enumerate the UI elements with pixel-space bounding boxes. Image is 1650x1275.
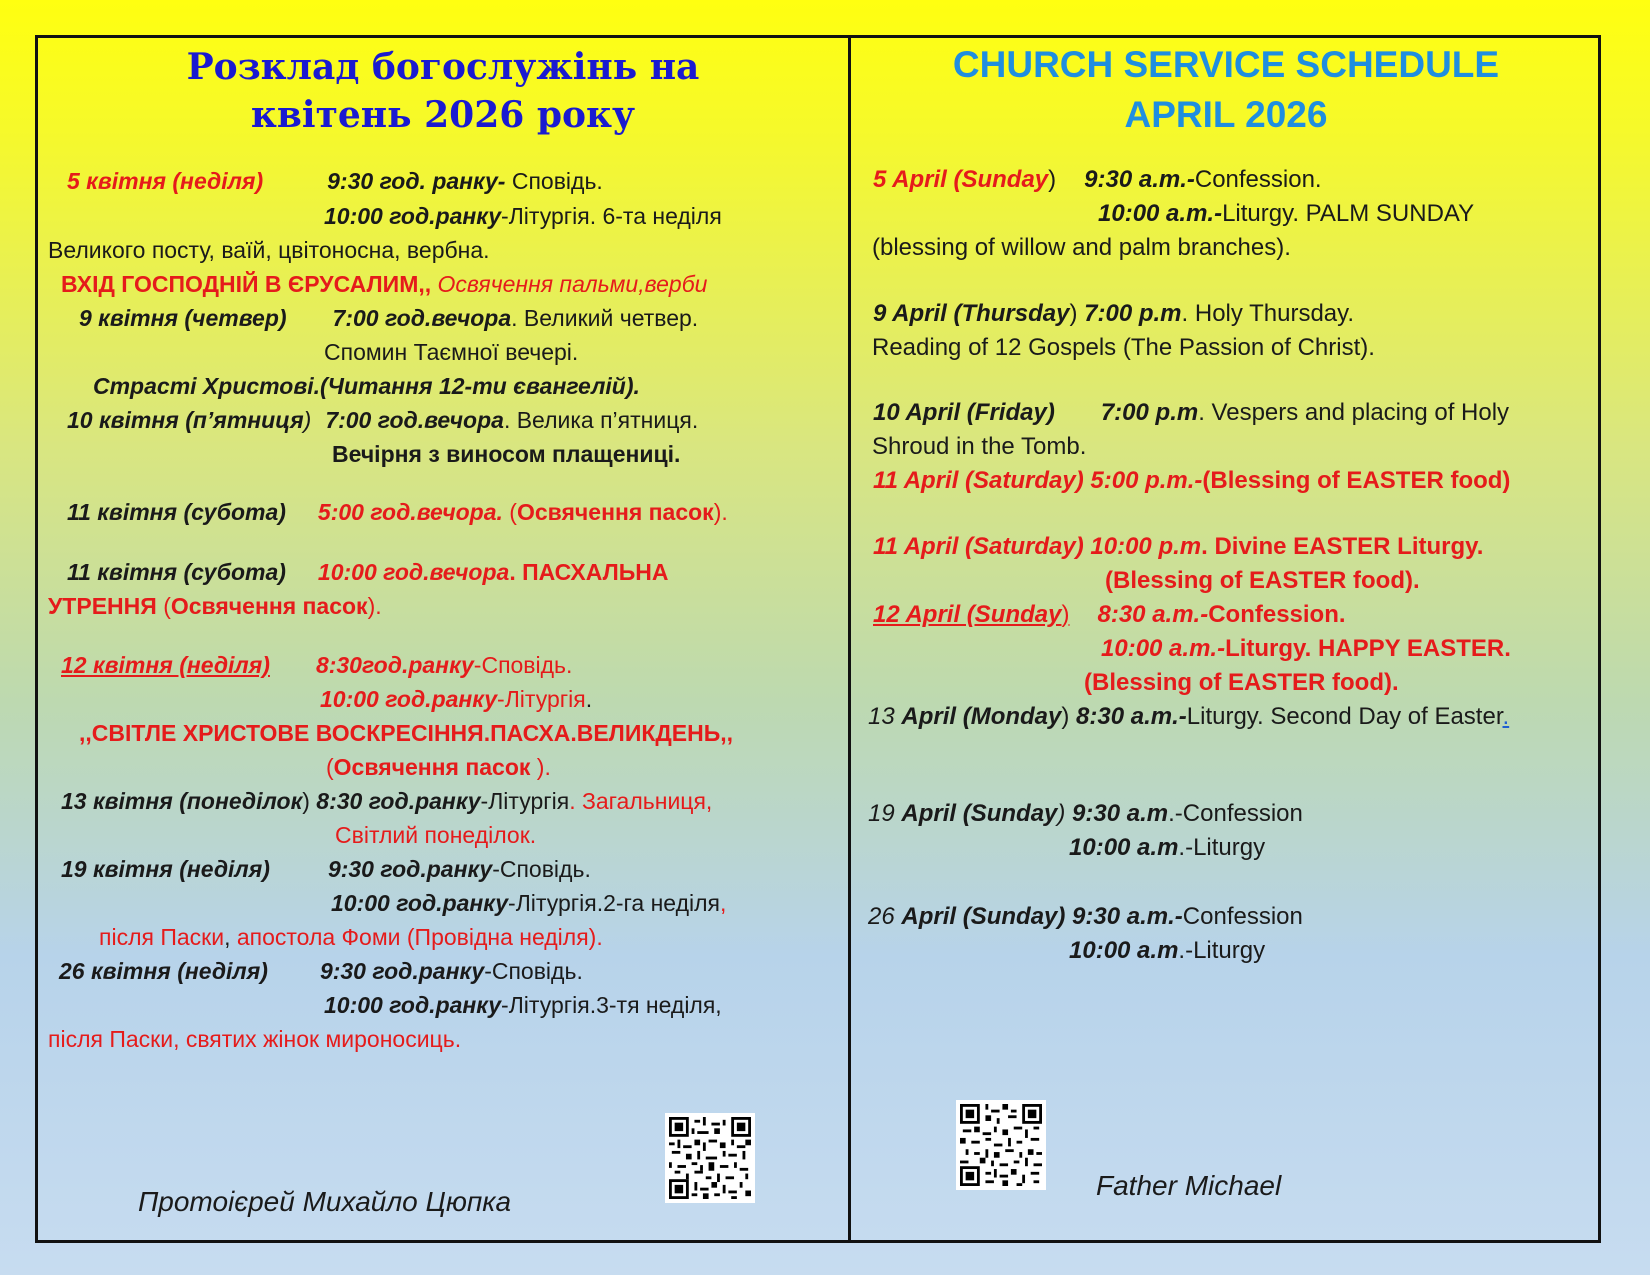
schedule-line: 12 April (Sunday) 8:30 a.m.-Confession. [873, 601, 1346, 628]
ukrainian-column [38, 38, 848, 1240]
schedule-line: ВХІД ГОСПОДНІЙ В ЄРУСАЛИМ,, Освячення пальми,верби [61, 271, 708, 297]
schedule-line: 10:00 год.ранку-Літургія. 6-та неділя [324, 203, 722, 229]
signature-en: Father Michael [1096, 1170, 1282, 1201]
schedule-line: Спомин Таємної вечері. [324, 339, 579, 365]
schedule-line: 10:00 a.m.-Liturgy. HAPPY EASTER. [1101, 635, 1511, 662]
schedule-line: (Освячення пасок ). [326, 754, 551, 780]
schedule-line: 5 April (Sunday) 9:30 a.m.-Confession. [873, 166, 1322, 193]
schedule-line: 11 квітня (субота) 10:00 год.вечора. ПАСХАЛЬНА [67, 559, 669, 585]
schedule-line: 19 April (Sunday) 9:30 a.m.-Confession [868, 800, 1303, 827]
schedule-line: УТРЕННЯ (Освячення пасок). [48, 593, 382, 619]
schedule-line: Світлий понеділок. [335, 822, 537, 848]
schedule-line: Вечірня з виносом плащениці. [332, 441, 681, 467]
schedule-line: 12 квітня (неділя) 8:30год.ранку-Сповідь. [61, 652, 573, 678]
uk-title-line2: квітень 2026 року [250, 94, 636, 136]
schedule-line: 10:00 a.m.-Liturgy. PALM SUNDAY [1098, 200, 1475, 227]
uk-title-line1: Розклад богослужінь на [186, 46, 700, 88]
signature-uk: Протоієрей Михайло Цюпка [138, 1186, 512, 1217]
english-column [851, 38, 1601, 1240]
schedule-line: 5 квітня (неділя) 9:30 год. ранку- Сповідь. [67, 168, 603, 194]
qr-code-graphic [960, 1104, 1042, 1186]
en-title-line2: APRIL 2026 [1124, 94, 1328, 135]
schedule-line: (Blessing of EASTER food). [1105, 567, 1420, 594]
schedule-line: 10:00 a.m.-Liturgy [1069, 834, 1266, 861]
schedule-line: 13 квітня (понеділок) 8:30 год.ранку-Літургія. Загальниця, [61, 788, 713, 814]
schedule-line: 19 квітня (неділя) 9:30 год.ранку-Сповідь. [61, 856, 591, 882]
schedule-line: 26 квітня (неділя) 9:30 год.ранку-Сповідь. [59, 958, 583, 984]
schedule-line: 10 April (Friday) 7:00 p.m. Vespers and placing of Holy [873, 399, 1510, 426]
schedule-line: після Паски, святих жінок мироносиць. [48, 1026, 462, 1052]
schedule-frame [35, 35, 1601, 1243]
schedule-line: 11 квітня (субота) 5:00 год.вечора. (Освячення пасок). [67, 499, 728, 525]
schedule-line: 10:00 год.ранку-Літургія.3-тя неділя, [324, 992, 722, 1018]
schedule-line: після Паски, апостола Фоми (Провідна неділя). [99, 924, 603, 950]
schedule-line: ,,СВІТЛЕ ХРИСТОВЕ ВОСКРЕСІННЯ.ПАСХА.ВЕЛИКДЕНЬ,, [79, 720, 734, 746]
schedule-line: Страсті Христові.(Читання 12-ти євангелій). [93, 373, 640, 399]
schedule-line: 10 квітня (п’ятниця) 7:00 год.вечора. Велика п’ятниця. [67, 407, 699, 433]
schedule-line: 11 April (Saturday) 10:00 p.m. Divine EASTER Liturgy. [873, 533, 1484, 560]
schedule-line: 13 April (Monday) 8:30 a.m.-Liturgy. Second Day of Easter. [868, 703, 1510, 730]
schedule-line: Reading of 12 Gospels (The Passion of Christ). [872, 334, 1375, 361]
schedule-line: Великого посту, ваїй, цвітоносна, вербна. [48, 237, 490, 263]
schedule-line: 11 April (Saturday) 5:00 p.m.-(Blessing of EASTER food) [873, 467, 1511, 494]
schedule-line: 9 квітня (четвер) 7:00 год.вечора. Великий четвер. [79, 305, 699, 331]
schedule-line: 9 April (Thursday) 7:00 p.m. Holy Thursday. [873, 300, 1355, 327]
schedule-line: 26 April (Sunday) 9:30 a.m.-Confession [868, 903, 1303, 930]
qr-code-icon [665, 1113, 755, 1203]
schedule-line: Shroud in the Tomb. [872, 433, 1087, 460]
schedule-line: 10:00 a.m.-Liturgy [1069, 937, 1266, 964]
schedule-line: (blessing of willow and palm branches). [872, 234, 1291, 261]
schedule-line: 10:00 год.ранку-Літургія.2-га неділя, [331, 890, 727, 916]
qr-code-icon [956, 1100, 1046, 1190]
qr-code-graphic [669, 1117, 751, 1199]
schedule-line: 10:00 год.ранку-Літургія. [320, 686, 593, 712]
schedule-line: (Blessing of EASTER food). [1084, 669, 1399, 696]
en-title-line1: CHURCH SERVICE SCHEDULE [952, 44, 1500, 85]
